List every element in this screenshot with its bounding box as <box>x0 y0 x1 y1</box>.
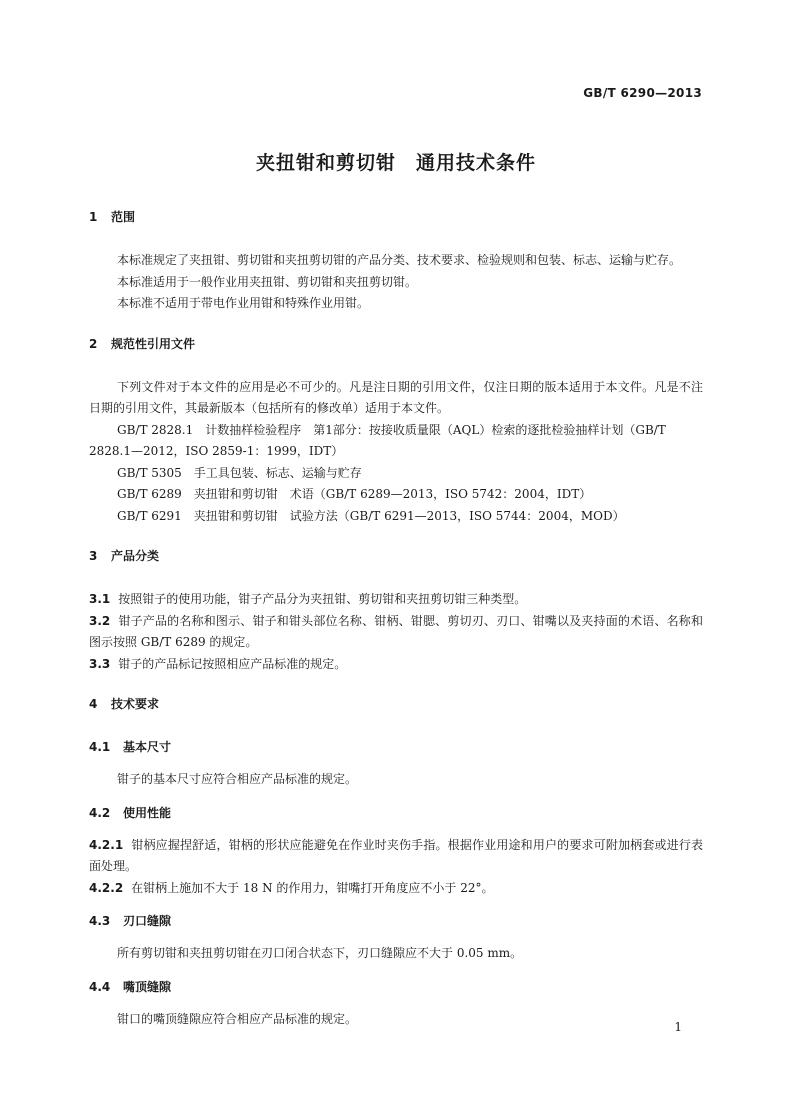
subsection-heading-4-2 <box>89 803 703 823</box>
clause-item <box>89 878 703 900</box>
clause-number: 3.1 <box>89 592 111 606</box>
page-number: 1 <box>674 1020 682 1034</box>
paragraph: 下列文件对于本文件的应用是必不可少的。凡是注日期的引用文件，仅注日期的版本适用于本文件。凡是不注日期的引用文件，其最新版本（包括所有的修改单）适用于本文件。 <box>89 379 703 415</box>
reference-item: GB/T 6289 夹扭钳和剪切钳 术语（GB/T 6289—2013，ISO 5742：2004，IDT） <box>117 487 592 501</box>
section-title: 技术要求 <box>111 697 160 711</box>
clause-item <box>89 589 703 611</box>
section-number: 3 <box>89 549 98 563</box>
section-heading-2 <box>89 335 703 353</box>
subsection-number: 4.1 <box>89 740 111 754</box>
reference-item: GB/T 2828.1 计数抽样检验程序 第1部分：按接收质量限（AQL）检索的逐批检验抽样计划（GB/T 2828.1—2012，ISO 2859-1：1999，IDT） <box>89 422 666 458</box>
subsection-number: 4.3 <box>89 914 111 928</box>
paragraph: 本标准适用于一般作业用夹扭钳、剪切钳和夹扭剪切钳。 <box>117 274 418 289</box>
section-number: 2 <box>89 336 98 351</box>
clause-text: 钳子产品的名称和图示、钳子和钳头部位名称、钳柄、钳腮、剪切刃、刃口、钳嘴以及夹持面的术语、名称和图示按照 GB/T 6289 的规定。 <box>89 613 703 649</box>
paragraph: 本标准规定了夹扭钳、剪切钳和夹扭剪切钳的产品分类、技术要求、检验规则和包装、标志、运输与贮存。 <box>117 253 682 267</box>
paragraph: 本标准不适用于带电作业用钳和特殊作业用钳。 <box>117 296 370 310</box>
paragraph: 钳口的嘴顶缝隙应符合相应产品标准的规定。 <box>117 1011 358 1026</box>
subsection-title: 嘴顶缝隙 <box>123 979 172 994</box>
subsection-title: 刃口缝隙 <box>123 914 172 928</box>
subsection-number: 4.2 <box>89 805 111 820</box>
standard-number: GB/T 6290—2013 <box>583 86 702 100</box>
clause-text: 钳柄应握捏舒适，钳柄的形状应能避免在作业时夹伤手指。根据作业用途和用户的要求可附加柄套或进行表面处理。 <box>89 837 703 873</box>
subsection-heading-4-1 <box>89 737 703 757</box>
clause-number: 3.3 <box>89 656 111 671</box>
section-title: 产品分类 <box>111 549 160 563</box>
subsection-title: 基本尺寸 <box>123 740 172 754</box>
document-body <box>89 208 703 1030</box>
section-title: 规范性引用文件 <box>111 336 196 351</box>
subsection-heading-4-4 <box>89 977 703 997</box>
clause-item <box>89 835 703 878</box>
clause-number: 4.2.2 <box>89 880 124 895</box>
clause-item <box>89 611 703 654</box>
subsection-title: 使用性能 <box>123 805 172 820</box>
clause-text: 按照钳子的使用功能，钳子产品分为夹扭钳、剪切钳和夹扭剪切钳三种类型。 <box>118 592 527 606</box>
document-title: 夹扭钳和剪切钳 通用技术条件 <box>255 152 536 174</box>
paragraph: 钳子的基本尺寸应符合相应产品标准的规定。 <box>117 772 358 786</box>
section-number: 1 <box>89 210 98 224</box>
reference-item: GB/T 5305 手工具包装、标志、运输与贮存 <box>117 465 362 480</box>
subsection-number: 4.4 <box>89 979 111 994</box>
clause-item <box>89 654 703 676</box>
section-title: 范围 <box>111 210 136 224</box>
clause-number: 3.2 <box>89 613 111 628</box>
section-heading-1 <box>89 208 703 226</box>
clause-number: 4.2.1 <box>89 837 124 852</box>
clause-text: 在钳柄上施加不大于 18 N 的作用力，钳嘴打开角度应不小于 22°。 <box>131 880 494 895</box>
clause-text: 钳子的产品标记按照相应产品标准的规定。 <box>118 656 347 671</box>
section-number: 4 <box>89 697 98 711</box>
subsection-heading-4-3 <box>89 911 703 931</box>
paragraph: 所有剪切钳和夹扭剪切钳在刃口闭合状态下，刃口缝隙应不大于 0.05 mm。 <box>117 946 523 960</box>
section-heading-4 <box>89 695 703 713</box>
reference-item: GB/T 6291 夹扭钳和剪切钳 试验方法（GB/T 6291—2013，ISO 5744：2004，MOD） <box>117 508 625 523</box>
section-heading-3 <box>89 547 703 565</box>
